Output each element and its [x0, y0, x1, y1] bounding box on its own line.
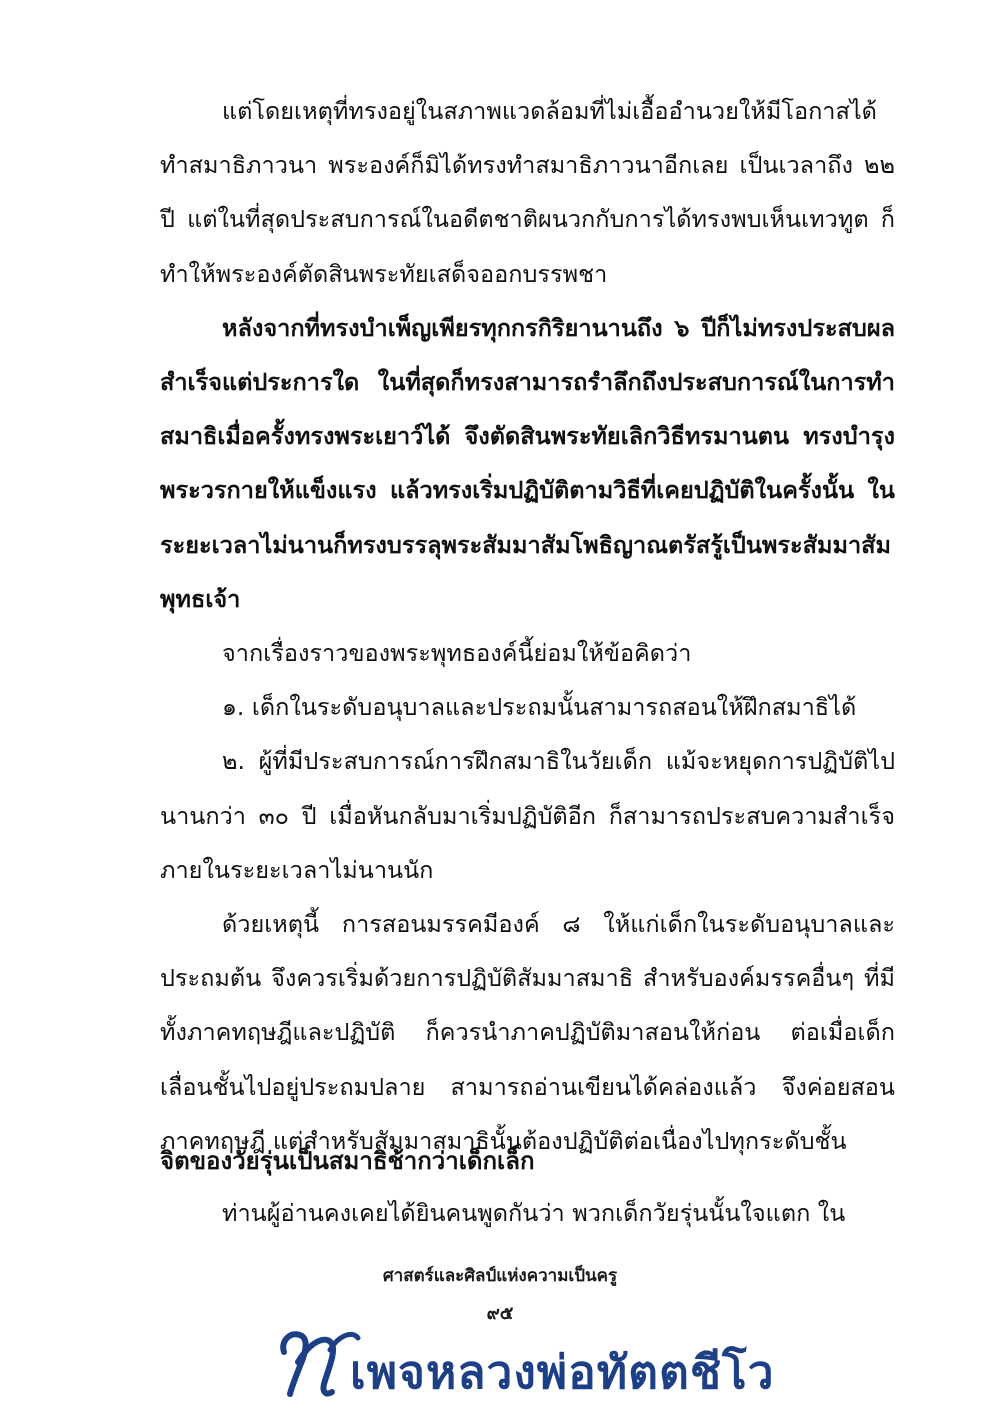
paragraph-3: จากเรื่องราวของพระพุทธองค์นี้ย่อมให้ข้อคิดว่า [222, 639, 692, 668]
brand-logo-icon [270, 1322, 362, 1400]
brand-text: เพจหลวงพ่อทัตตชีโว [350, 1345, 775, 1399]
page-number: ๙๕ [486, 1303, 514, 1324]
section-heading: จิตของวัยรุ่นเป็นสมาธิช้ากว่าเด็กเล็ก [160, 1147, 535, 1175]
paragraph-1: แต่โดยเหตุที่ทรงอยู่ในสภาพแวดล้อมที่ไม่เอื้ออำนวยให้มีโอกาสได้ทำสมาธิภาวนา พระองค์ก็มิได้ทรงทำสมาธิภาวนาอีกเลย เป็นเวลาถึง ๒๒ ปี แต่ในที่สุดประสบการณ์ในอดีตชาติผนวกกับการได้ทรงพบเห็นเทวทูต ก็ทำให้พระองค์ตัดสินพระทัยเสด็จออกบรรพชา [160, 97, 895, 288]
paragraph-continued: ท่านผู้อ่านคงเคยได้ยินคนพูดกันว่า พวกเด็กวัยรุ่นนั้นใจแตก ใน [222, 1199, 846, 1227]
list-item-2: ๒. ผู้ที่มีประสบการณ์การฝึกสมาธิในวัยเด็ก แม้จะหยุดการปฏิบัติไปนานกว่า ๓๐ ปี เมื่อหันกลับมาเริ่มปฏิบัติอีก ก็สามารถประสบความสำเร็จภายในระยะเวลาไม่นานนัก [160, 747, 895, 884]
body-text [160, 84, 895, 1168]
brand-logo [270, 1322, 775, 1402]
list-item-1: ๑. เด็กในระดับอนุบาลและประถมนั้นสามารถสอนให้ฝึกสมาธิได้ [222, 693, 857, 722]
paragraph-2-bold: หลังจากที่ทรงบำเพ็ญเพียรทุกกรกิริยานานถึง ๖ ปีก็ไม่ทรงประสบผลสำเร็จแต่ประการใด ในที่สุดก็ทรงสามารถรำลึกถึงประสบการณ์ในการทำสมาธิเมื่อครั้งทรงพระเยาว์ได้ จึงตัดสินพระทัยเลิกวิธีทรมานตน ทรงบำรุงพระวรกายให้แข็งแรง แล้วทรงเริ่มปฏิบัติตามวิธีที่เคยปฏิบัติในครั้งนั้น ในระยะเวลาไม่นานก็ทรงบรรลุพระสัมมาสัมโพธิญาณตรัสรู้เป็นพระสัมมาสัมพุทธเจ้า [160, 313, 895, 613]
footer-book-title: ศาสตร์และศิลป์แห่งความเป็นครู [382, 1266, 618, 1286]
paragraph-4: ด้วยเหตุนี้ การสอนมรรคมีองค์ ๘ ให้แก่เด็กในระดับอนุบาลและประถมต้น จึงควรเริ่มด้วยการปฏิบัติสัมมาสมาธิ สำหรับองค์มรรคอื่นๆ ที่มีทั้งภาคทฤษฎีและปฏิบัติ ก็ควรนำภาคปฏิบัติมาสอนให้ก่อน ต่อเมื่อเด็กเลื่อนชั้นไปอยู่ประถมปลาย สามารถอ่านเขียนได้คล่องแล้ว จึงค่อยสอนภาคทฤษฎี แต่สำหรับสัมมาสมาธินั้นต้องปฏิบัติต่อเนื่องไปทุกระดับชั้น [160, 910, 895, 1155]
